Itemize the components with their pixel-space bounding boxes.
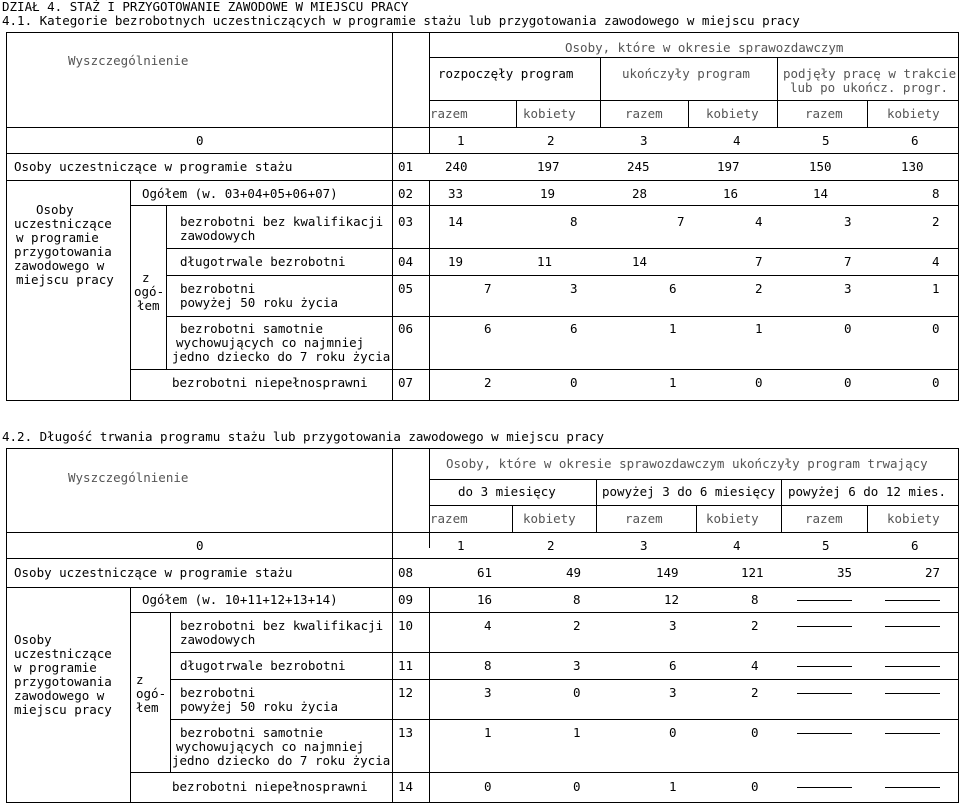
section-title: DZIAŁ 4. STAŻ I PRZYGOTOWANIE ZAWODOWE W MIEJSCU PRACY — [2, 0, 409, 14]
row-code: 04 — [398, 254, 414, 269]
col-number: 0 — [196, 538, 204, 553]
z-ogolem-label: ogó- — [134, 284, 165, 299]
cell: 1 — [484, 725, 492, 740]
cell: 6 — [484, 321, 492, 336]
spec-header: Wyszczególnienie — [68, 470, 189, 485]
cell: 1 — [755, 321, 763, 336]
col-3to6: powyżej 3 do 6 miesięcy — [602, 484, 776, 499]
row-label: długotrwale bezrobotni — [180, 254, 346, 269]
row-label: bezrobotni bez kwalifikacji — [180, 214, 384, 229]
empty-cell-dash — [797, 666, 852, 667]
cell: 8 — [751, 592, 759, 607]
cell: 3 — [844, 281, 852, 296]
cell: 6 — [669, 658, 677, 673]
cell: 0 — [751, 725, 759, 740]
cell: 240 — [445, 159, 468, 174]
cell: 7 — [844, 254, 852, 269]
side-label: w programie — [16, 230, 99, 245]
cell: 0 — [932, 321, 940, 336]
side-label: uczestniczące — [14, 216, 112, 231]
cell: 4 — [755, 214, 763, 229]
z-ogolem-label: z — [136, 672, 144, 687]
cell: 0 — [751, 779, 759, 794]
empty-cell-dash — [885, 787, 940, 788]
cell: 1 — [932, 281, 940, 296]
sub-header: kobiety — [523, 106, 576, 121]
cell: 2 — [932, 214, 940, 229]
cell: 4 — [484, 618, 492, 633]
col-number: 2 — [547, 133, 555, 148]
cell: 61 — [477, 565, 493, 580]
cell: 11 — [537, 254, 553, 269]
side-label: uczestniczące — [14, 646, 112, 661]
side-label: w programie — [14, 660, 97, 675]
row-code: 14 — [398, 779, 414, 794]
side-label: przygotowania — [14, 674, 112, 689]
cell: 2 — [573, 618, 581, 633]
row-label: Osoby uczestniczące w programie stażu — [14, 159, 293, 174]
cell: 19 — [448, 254, 464, 269]
cell: 8 — [573, 592, 581, 607]
col-number: 3 — [640, 538, 648, 553]
sub-header: razem — [805, 106, 843, 121]
z-ogolem-label: łem — [136, 700, 159, 715]
cell: 8 — [570, 214, 578, 229]
spec-header: Wyszczególnienie — [68, 53, 189, 68]
cell: 7 — [484, 281, 492, 296]
cell: 0 — [844, 321, 852, 336]
row-label: bezrobotni — [180, 685, 256, 700]
empty-cell-dash — [885, 600, 940, 601]
empty-cell-dash — [797, 787, 852, 788]
z-ogolem-label: ogó- — [136, 686, 167, 701]
empty-cell-dash — [797, 600, 852, 601]
col-number: 6 — [911, 538, 919, 553]
cell: 0 — [932, 375, 940, 390]
row-code: 01 — [398, 159, 414, 174]
cell: 4 — [751, 658, 759, 673]
side-label: miejscu pracy — [16, 272, 114, 287]
cell: 27 — [925, 565, 941, 580]
sub-header: razem — [625, 511, 663, 526]
row-code: 09 — [398, 592, 414, 607]
row-code: 07 — [398, 375, 414, 390]
cell: 1 — [669, 321, 677, 336]
cell: 8 — [932, 186, 940, 201]
col-employed-2: lub po ukończ. progr. — [790, 80, 949, 95]
cell: 245 — [627, 159, 650, 174]
row-label: bezrobotni samotnie — [180, 725, 323, 740]
cell: 2 — [755, 281, 763, 296]
cell: 0 — [669, 725, 677, 740]
cell: 16 — [723, 186, 739, 201]
col-number: 5 — [822, 133, 830, 148]
row-code: 12 — [398, 685, 414, 700]
row-code: 08 — [398, 565, 414, 580]
col-finished: ukończyły program — [622, 66, 750, 81]
row-label: powyżej 50 roku życia — [180, 295, 339, 310]
empty-cell-dash — [885, 666, 940, 667]
cell: 14 — [813, 186, 829, 201]
row-label: długotrwale bezrobotni — [180, 658, 346, 673]
cell: 49 — [566, 565, 582, 580]
cell: 0 — [484, 779, 492, 794]
cell: 7 — [677, 214, 685, 229]
cell: 3 — [844, 214, 852, 229]
cell: 2 — [751, 618, 759, 633]
row-label: zawodowych — [180, 632, 256, 647]
cell: 12 — [664, 592, 680, 607]
cell: 1 — [573, 725, 581, 740]
row-label: bezrobotni niepełnosprawni — [172, 375, 368, 390]
row-label: jedno dziecko do 7 roku życia — [172, 349, 391, 364]
z-ogolem-label: łem — [137, 298, 160, 313]
col-started: rozpoczęły program — [438, 66, 574, 81]
empty-cell-dash — [885, 693, 940, 694]
cell: 1 — [669, 375, 677, 390]
cell: 2 — [484, 375, 492, 390]
row-code: 02 — [398, 186, 414, 201]
cell: 0 — [573, 779, 581, 794]
row-code: 03 — [398, 214, 414, 229]
cell: 6 — [570, 321, 578, 336]
row-label: bezrobotni samotnie — [180, 321, 323, 336]
empty-cell-dash — [797, 626, 852, 627]
z-ogolem-label: z — [142, 270, 150, 285]
side-label: Osoby — [14, 632, 52, 647]
group-header: Osoby, które w okresie sprawozdawczym ukończyły program trwający — [446, 456, 928, 471]
cell: 3 — [570, 281, 578, 296]
row-code: 10 — [398, 618, 414, 633]
empty-cell-dash — [797, 693, 852, 694]
col-number: 1 — [457, 538, 465, 553]
side-label: zawodowego w — [14, 258, 105, 273]
cell: 3 — [669, 685, 677, 700]
sub-header: kobiety — [887, 511, 940, 526]
cell: 0 — [573, 685, 581, 700]
col-number: 2 — [547, 538, 555, 553]
cell: 0 — [755, 375, 763, 390]
empty-cell-dash — [885, 733, 940, 734]
col-number: 3 — [640, 133, 648, 148]
cell: 197 — [717, 159, 740, 174]
sub-header: razem — [625, 106, 663, 121]
row-label: Osoby uczestniczące w programie stażu — [14, 565, 293, 580]
sub-header: razem — [805, 511, 843, 526]
row-label: zawodowych — [180, 228, 256, 243]
cell: 16 — [477, 592, 493, 607]
row-code: 06 — [398, 321, 414, 336]
cell: 130 — [901, 159, 924, 174]
col-6to12: powyżej 6 do 12 mies. — [788, 484, 947, 499]
cell: 6 — [669, 281, 677, 296]
cell: 0 — [844, 375, 852, 390]
sub-header: razem — [430, 106, 468, 121]
row-label: powyżej 50 roku życia — [180, 699, 339, 714]
row-label: bezrobotni bez kwalifikacji — [180, 618, 384, 633]
col-upto3: do 3 miesięcy — [458, 484, 556, 499]
sub-header: kobiety — [887, 106, 940, 121]
row-label: jedno dziecko do 7 roku życia — [172, 753, 391, 768]
row-label: bezrobotni — [180, 281, 256, 296]
row-label: wychowujących co najmniej — [176, 335, 365, 350]
cell: 4 — [932, 254, 940, 269]
sub-header: kobiety — [523, 511, 576, 526]
table2-title: 4.2. Długość trwania programu stażu lub przygotowania zawodowego w miejscu pracy — [2, 429, 605, 444]
col-number: 0 — [196, 133, 204, 148]
empty-cell-dash — [797, 733, 852, 734]
table1-title: 4.1. Kategorie bezrobotnych uczestniczących w programie stażu lub przygotowania zawodowego w miejscu pracy — [2, 13, 800, 28]
side-label: zawodowego w — [14, 688, 105, 703]
row-label: wychowujących co najmniej — [176, 739, 365, 754]
row-code: 13 — [398, 725, 414, 740]
cell: 0 — [570, 375, 578, 390]
col-number: 5 — [822, 538, 830, 553]
cell: 19 — [540, 186, 556, 201]
col-employed-1: podjęły pracę w trakcie — [783, 66, 957, 81]
cell: 3 — [573, 658, 581, 673]
col-number: 4 — [733, 133, 741, 148]
cell: 14 — [632, 254, 648, 269]
cell: 2 — [751, 685, 759, 700]
cell: 8 — [484, 658, 492, 673]
cell: 149 — [656, 565, 679, 580]
cell: 7 — [755, 254, 763, 269]
cell: 3 — [484, 685, 492, 700]
cell: 150 — [809, 159, 832, 174]
cell: 1 — [669, 779, 677, 794]
empty-cell-dash — [885, 626, 940, 627]
col-number: 6 — [911, 133, 919, 148]
sub-header: kobiety — [706, 511, 759, 526]
row-code: 05 — [398, 281, 414, 296]
cell: 3 — [669, 618, 677, 633]
cell: 121 — [741, 565, 764, 580]
side-label: Osoby — [36, 202, 74, 217]
side-label: miejscu pracy — [14, 702, 112, 717]
group-header: Osoby, które w okresie sprawozdawczym — [565, 40, 844, 55]
row-label: Ogółem (w. 03+04+05+06+07) — [142, 186, 338, 201]
cell: 28 — [632, 186, 648, 201]
side-label: przygotowania — [14, 244, 112, 259]
sub-header: razem — [430, 511, 468, 526]
cell: 33 — [448, 186, 464, 201]
cell: 35 — [837, 565, 853, 580]
row-label: bezrobotni niepełnosprawni — [172, 779, 368, 794]
sub-header: kobiety — [706, 106, 759, 121]
cell: 197 — [537, 159, 560, 174]
row-label: Ogółem (w. 10+11+12+13+14) — [142, 592, 338, 607]
col-number: 1 — [457, 133, 465, 148]
row-code: 11 — [398, 658, 414, 673]
col-number: 4 — [733, 538, 741, 553]
cell: 14 — [448, 214, 464, 229]
